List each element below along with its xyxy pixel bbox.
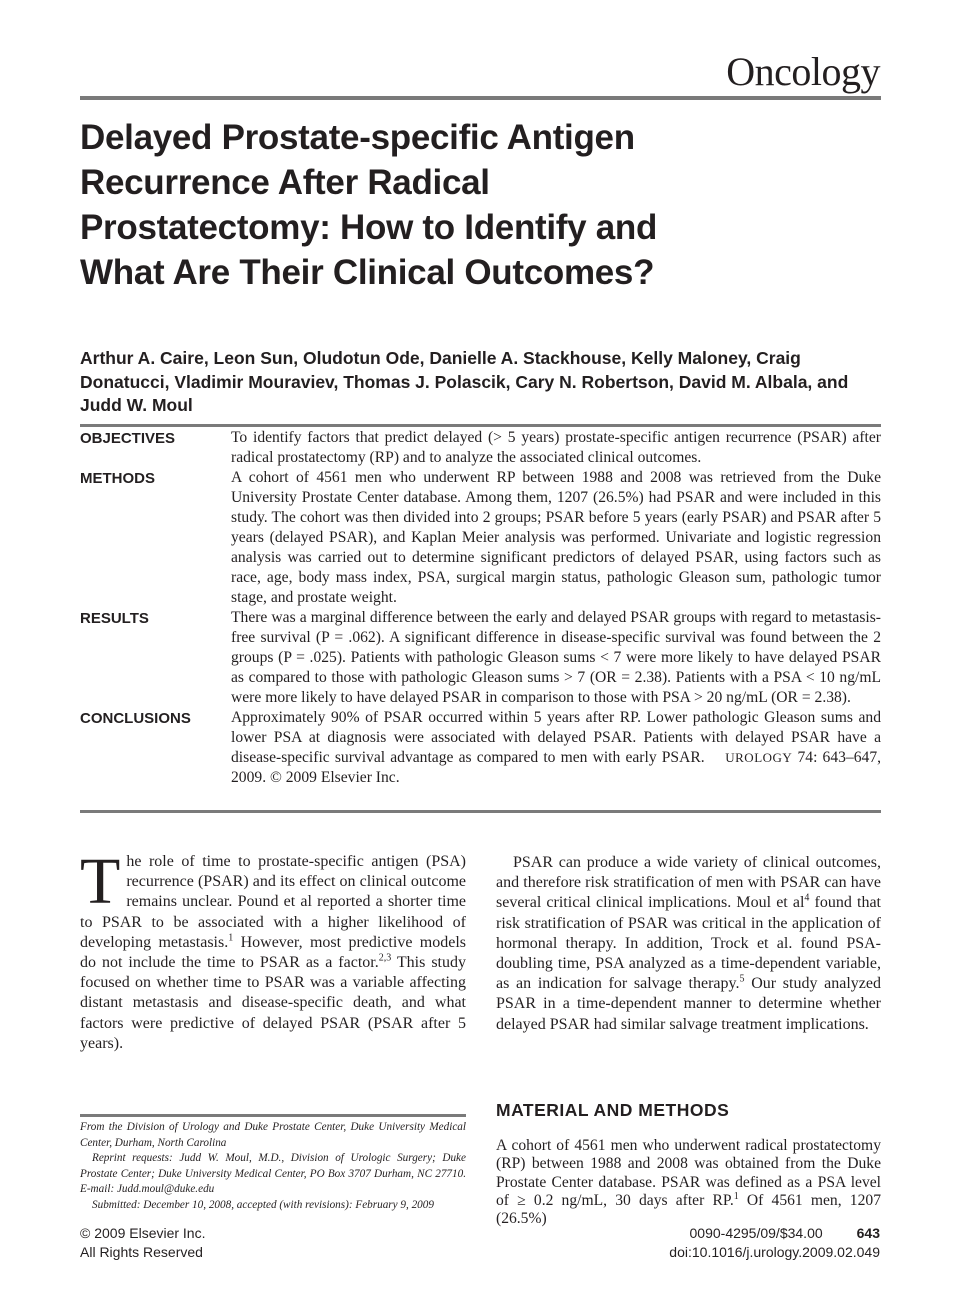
- abstract-methods: [80, 468, 881, 608]
- abstract-objectives: [80, 428, 881, 468]
- right-paragraph: [496, 853, 881, 1035]
- methods-body-text-2: Of 4561 men, 1207 (26.5%): [496, 1191, 881, 1228]
- footer-copyright: © 2009 Elsevier Inc.: [80, 1225, 206, 1241]
- results-text: There was a marginal difference between the early and delayed PSAR groups with regard to metastasis-free survival (P = .062). A significant difference in disease-specific survival was found between the 2 groups (P = .025). Patients with pathologic Gleason sums < 7 were more likely to have delayed PSAR as compared to those with pathologic Gleason sums > 7 (OR = 2.38). Patients with a PSA < 10 ng/mL were more likely to have delayed PSAR in comparison to those with PSA > 20 ng/mL (OR = 2.38).: [231, 609, 881, 706]
- methods-column: [496, 1137, 881, 1228]
- abstract-top-rule: [80, 424, 881, 427]
- article-title: Delayed Prostate-specific Antigen Recurrence After Radical Prostatectomy: How to Identify and What Are Their Clinical Outcomes?: [80, 118, 658, 292]
- reprint-note: Reprint requests: Judd W. Moul, M.D., Division of Urologic Surgery; Duke Prostate Center; Duke University Medical Center, PO Box 3707 Durham, NC 27710. E-mail: Judd.moul@duke.edu: [80, 1152, 466, 1195]
- footer-right: [669, 1224, 880, 1261]
- conclusions-text: Approximately 90% of PSAR occurred within 5 years after RP. Lower pathologic Gleason sums and lower PSA at diagnosis were associated with delayed PSAR. Patients with delayed PSAR have a disease-specific survival advantage as compared to men with early PSAR.: [231, 709, 881, 766]
- conclusions-label: CONCLUSIONS: [80, 710, 191, 727]
- ref-4[interactable]: 4: [804, 893, 810, 905]
- right-text-2: found that risk stratification of PSAR was critical in the application of hormonal therapy. In addition, Trock et al. found PSA-doubling time, PSA analyzed as a time-dependent variable, as an indication for salvage therapy.: [496, 894, 881, 993]
- page-number: 643: [856, 1225, 880, 1241]
- results-label: RESULTS: [80, 610, 149, 627]
- intro-paragraph: [80, 845, 467, 1054]
- footer-doi[interactable]: doi:10.1016/j.urology.2009.02.049: [669, 1243, 880, 1260]
- objectives-text: To identify factors that predict delayed (> 5 years) prostate-specific antigen recurrence (PSAR) after radical prostatectomy (RP) and to analyze the associated clinical outcomes.: [231, 429, 881, 466]
- footer-left: [80, 1224, 206, 1261]
- ref-5[interactable]: 5: [739, 973, 745, 985]
- section-heading-methods: MATERIAL AND METHODS: [496, 1100, 730, 1120]
- abstract-results: [80, 608, 881, 708]
- abstract-bottom-rule: [80, 810, 881, 813]
- ref-1b[interactable]: 1: [733, 1190, 739, 1202]
- footer-issn: 0090-4295/09/$34.00: [689, 1225, 823, 1241]
- ref-2-3[interactable]: 2,3: [378, 952, 392, 964]
- conclusions-block: [231, 708, 881, 788]
- citation-details: 74: 643–647, 2009. © 2009 Elsevier Inc.: [231, 749, 882, 786]
- intro-column-left: [80, 845, 467, 1054]
- intro-column-right: [496, 853, 881, 1035]
- objectives-label: OBJECTIVES: [80, 430, 176, 447]
- methods-label: METHODS: [80, 470, 155, 487]
- author-list: Arthur A. Caire, Leon Sun, Oludotun Ode, Danielle A. Stackhouse, Kelly Maloney, Craig Donatucci, Vladimir Mouraviev, Thomas J. Polascik, Cary N. Robertson, David M. Albala, and Judd W. Moul: [80, 348, 849, 415]
- intro-text-3: This study focused on whether time to PSAR was a variable affecting distant metastasis and disease-specific death, and what factors were predictive of delayed PSAR (PSAR after 5 years).: [80, 954, 466, 1052]
- right-text-3: Our study analyzed PSAR in a time-dependent manner to determine whether delayed PSAR had similar salvage treatment implications.: [496, 975, 882, 1033]
- header-rule: [80, 96, 881, 100]
- methods-text: A cohort of 4561 men who underwent RP between 1988 and 2008 was retrieved from the Duke University Prostate Center database. Among them, 1207 (26.5%) had PSAR and were included in this study. The cohort was then divided into 2 groups; PSAR before 5 years (early PSAR) and PSAR after 5 years (delayed PSAR), and Kaplan Meier analysis was performed. Univariate and logistic regression analysis was carried out to determine significant predictors of delayed PSAR, using factors such as race, age, body mass index, PSA, surgical margin status, pathologic Gleason sum, pathologic tumor stage, and prostate weight.: [231, 469, 881, 606]
- drop-cap: T: [80, 845, 121, 918]
- ref-1[interactable]: 1: [228, 932, 234, 944]
- intro-text-2: However, most predictive models do not include the time to PSAR as a factor.: [80, 933, 467, 972]
- footnote-rule: [80, 1114, 466, 1117]
- abstract-conclusions: [80, 708, 881, 788]
- submission-note: Submitted: December 10, 2008, accepted (with revisions): February 9, 2009: [92, 1198, 434, 1211]
- affiliation-note: From the Division of Urology and Duke Prostate Center, Duke University Medical Center, Durham, North Carolina: [80, 1121, 466, 1149]
- journal-section-label: Oncology: [726, 49, 880, 94]
- right-text-1: PSAR can produce a wide variety of clinical outcomes, and therefore risk stratification of men with PSAR can have several critical clinical implications. Moul et al: [496, 854, 881, 912]
- citation-journal: UROLOGY: [725, 750, 793, 765]
- methods-paragraph: [496, 1137, 881, 1228]
- footer-rights: All Rights Reserved: [80, 1243, 203, 1260]
- methods-body-text-1: A cohort of 4561 men who underwent radical prostatectomy (RP) between 1988 and 2008 was obtained from the Duke Prostate Center database. PSAR was defined as a PSA level of ≥ 0.2 ng/mL, 30 days after RP.: [496, 1137, 881, 1209]
- intro-text-1: he role of time to prostate-specific antigen (PSA) recurrence (PSAR) and its effect on clinical outcome remains unclear. Pound et al reported a shorter time to PSAR to be associated with a higher likelihood of developing metastasis.: [80, 853, 466, 951]
- footnotes: [80, 1120, 466, 1213]
- abstract: [80, 428, 881, 788]
